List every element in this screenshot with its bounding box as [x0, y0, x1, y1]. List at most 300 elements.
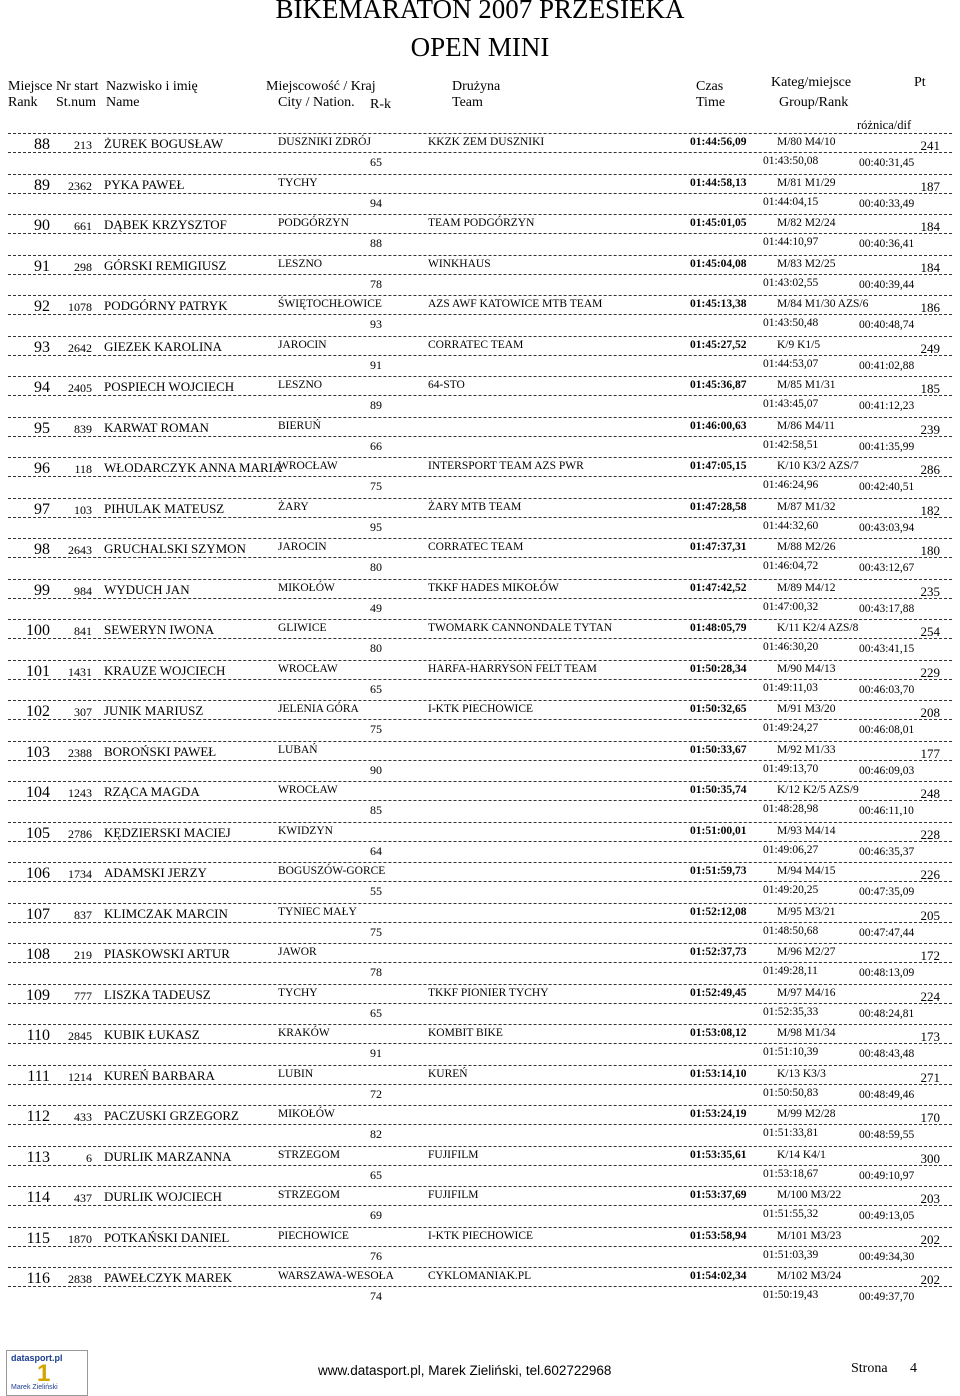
time-diff-cell: 01:44:10,97	[763, 236, 819, 248]
name-cell: PACZUSKI GRZEGORZ	[104, 1108, 239, 1123]
row-divider	[8, 822, 952, 823]
row-divider	[8, 1186, 952, 1187]
start-number-cell: 1078	[68, 300, 92, 314]
time-cell: 01:53:58,94	[690, 1229, 747, 1242]
difference-cell: 00:46:35,37	[859, 845, 915, 858]
name-cell: KUREŃ BARBARA	[104, 1067, 215, 1083]
page-label: Strona	[851, 1361, 888, 1376]
category-cell: M/89 M4/12	[777, 581, 836, 594]
points-cell: 187	[920, 178, 940, 194]
header-miejscowosc: Miejscowość / Kraj	[266, 79, 376, 94]
header-kateg: Kateg/miejsce	[771, 75, 852, 90]
rank-cell: 108	[26, 946, 50, 963]
time-cell: 01:45:27,52	[690, 338, 747, 351]
rank-cell: 103	[26, 743, 50, 761]
name-cell: GÓRSKI REMIGIUSZ	[104, 257, 227, 273]
category-cell: M/82 M2/24	[777, 217, 836, 229]
time-diff-cell: 01:49:24,27	[763, 722, 819, 734]
team-cell: I-KTK PIECHOWICE	[428, 1229, 534, 1242]
row-divider	[8, 1205, 952, 1206]
difference-cell: 00:49:34,30	[859, 1250, 915, 1263]
rk-cell: 55	[370, 884, 382, 898]
points-cell: 184	[920, 219, 940, 234]
points-cell: 224	[920, 988, 940, 1004]
table-row	[0, 1227, 960, 1267]
time-cell: 01:51:59,73	[690, 865, 747, 877]
table-row	[0, 336, 960, 376]
time-diff-cell: 01:49:20,25	[763, 884, 819, 896]
points-cell: 208	[920, 705, 940, 720]
row-divider	[8, 800, 952, 801]
header-st-num: St.num	[56, 95, 97, 110]
difference-cell: 00:41:02,88	[859, 359, 915, 372]
row-divider	[8, 255, 952, 256]
rk-cell: 89	[370, 398, 382, 412]
row-divider	[8, 1286, 952, 1287]
difference-cell: 00:43:17,88	[859, 602, 915, 615]
time-diff-cell: 01:48:28,98	[763, 803, 819, 815]
row-divider	[8, 1124, 952, 1125]
table-row	[0, 417, 960, 457]
points-cell: 202	[920, 1272, 940, 1287]
time-diff-cell: 01:49:28,11	[763, 965, 818, 977]
difference-cell: 00:48:59,55	[859, 1129, 915, 1141]
table-row	[0, 457, 960, 497]
page-number: 4	[910, 1361, 917, 1376]
rk-cell: 75	[370, 924, 382, 939]
points-cell: 226	[920, 867, 940, 882]
rk-cell: 93	[370, 317, 382, 331]
row-divider	[8, 517, 952, 518]
rank-cell: 93	[34, 338, 50, 356]
difference-cell: 00:40:33,49	[859, 197, 915, 210]
rank-cell: 114	[26, 1189, 50, 1206]
row-divider	[8, 922, 952, 923]
category-cell: K/13 K3/3	[777, 1067, 826, 1080]
category-cell: M/85 M1/31	[777, 379, 836, 391]
rank-cell: 109	[26, 986, 50, 1004]
points-cell: 180	[920, 543, 940, 558]
start-number-cell: 2388	[68, 745, 92, 760]
name-cell: PYKA PAWEŁ	[104, 176, 185, 192]
start-number-cell: 2845	[68, 1029, 92, 1043]
start-number-cell: 6	[86, 1150, 92, 1165]
category-cell: M/86 M4/11	[777, 419, 836, 432]
time-cell: 01:53:14,10	[690, 1067, 747, 1080]
team-cell: HARFA-HARRYSON FELT TEAM	[428, 662, 597, 675]
time-cell: 01:47:05,15	[690, 460, 747, 472]
rank-cell: 100	[26, 622, 50, 639]
difference-cell: 00:40:48,74	[859, 319, 915, 331]
team-cell: I-KTK PIECHOWICE	[428, 703, 534, 715]
datasport-logo	[6, 1350, 88, 1396]
category-cell: M/88 M2/26	[777, 541, 836, 553]
difference-cell: 00:48:43,48	[859, 1048, 915, 1060]
city-cell: BIERUŃ	[278, 419, 321, 432]
points-cell: 185	[920, 381, 940, 396]
category-cell: M/96 M2/27	[777, 946, 836, 958]
header-rank: Rank	[8, 95, 38, 110]
logo-brand: datasport.pl	[11, 1353, 63, 1363]
category-cell: M/80 M4/10	[777, 136, 836, 148]
category-cell: M/90 M4/13	[777, 662, 836, 675]
points-cell: 170	[920, 1110, 940, 1125]
difference-cell: 00:49:10,97	[859, 1169, 915, 1182]
start-number-cell: 1243	[68, 786, 92, 800]
difference-cell: 00:48:13,09	[859, 967, 915, 979]
points-cell: 186	[920, 300, 940, 315]
rank-cell: 102	[26, 703, 50, 720]
points-cell: 271	[920, 1069, 940, 1085]
row-divider	[8, 1105, 952, 1106]
table-row	[0, 1146, 960, 1186]
table-row	[0, 619, 960, 659]
city-cell: BOGUSZÓW-GORCE	[278, 865, 386, 877]
rk-cell: 74	[370, 1289, 382, 1303]
points-cell: 172	[920, 948, 940, 963]
team-cell: WINKHAUS	[428, 257, 491, 270]
time-diff-cell: 01:44:53,07	[763, 357, 819, 370]
name-cell: PAWEŁCZYK MAREK	[104, 1270, 233, 1285]
start-number-cell: 2405	[68, 381, 92, 395]
rk-cell: 78	[370, 276, 382, 291]
rk-cell: 80	[370, 641, 382, 655]
city-cell: PIECHOWICE	[278, 1229, 349, 1242]
page-footer	[0, 1350, 960, 1395]
time-diff-cell: 01:51:10,39	[763, 1046, 819, 1058]
row-divider	[8, 1146, 952, 1147]
time-diff-cell: 01:48:50,68	[763, 924, 819, 937]
row-divider	[8, 943, 952, 944]
rk-cell: 66	[370, 438, 382, 453]
table-row	[0, 174, 960, 214]
points-cell: 229	[920, 664, 940, 680]
city-cell: MIKOŁÓW	[278, 1108, 335, 1120]
start-number-cell: 841	[74, 624, 92, 638]
team-cell: TKKF HADES MIKOŁÓW	[428, 581, 559, 594]
header-druzyna: Drużyna	[452, 79, 501, 94]
category-cell: M/83 M2/25	[777, 257, 836, 270]
team-cell: FUJIFILM	[428, 1148, 479, 1161]
rank-cell: 106	[26, 865, 50, 882]
time-diff-cell: 01:43:50,08	[763, 155, 819, 167]
points-cell: 184	[920, 259, 940, 275]
category-cell: M/102 M3/24	[777, 1270, 842, 1282]
difference-cell: 00:46:09,03	[859, 764, 915, 777]
time-cell: 01:47:37,31	[690, 541, 747, 553]
table-row	[0, 660, 960, 700]
time-cell: 01:54:02,34	[690, 1270, 747, 1282]
category-cell: M/101 M3/23	[777, 1229, 842, 1242]
points-cell: 173	[920, 1029, 940, 1044]
start-number-cell: 2838	[68, 1272, 92, 1286]
points-cell: 182	[920, 502, 940, 518]
difference-cell: 00:48:49,46	[859, 1088, 915, 1101]
rank-cell: 95	[34, 419, 50, 437]
rank-cell: 97	[34, 500, 50, 518]
rank-cell: 94	[34, 379, 50, 396]
table-row	[0, 1105, 960, 1145]
city-cell: KWIDZYN	[278, 824, 333, 837]
time-cell: 01:50:32,65	[690, 703, 747, 715]
header-name: Name	[106, 95, 140, 110]
start-number-cell: 837	[74, 907, 92, 922]
difference-cell: 00:40:39,44	[859, 278, 915, 291]
table-row	[0, 295, 960, 335]
name-cell: LISZKA TADEUSZ	[104, 986, 211, 1002]
footer-site: www.datasport.pl, Marek Zieliński, tel.602722968	[318, 1363, 612, 1378]
time-cell: 01:45:13,38	[690, 298, 747, 310]
start-number-cell: 777	[74, 988, 92, 1003]
row-divider	[8, 1024, 952, 1025]
header-city: City / Nation.	[278, 95, 355, 110]
time-cell: 01:53:24,19	[690, 1108, 747, 1120]
rank-cell: 107	[26, 905, 50, 923]
difference-cell: 00:46:08,01	[859, 724, 915, 736]
rk-cell: 95	[370, 519, 382, 534]
rk-cell: 65	[370, 681, 382, 696]
header-czas: Czas	[696, 79, 724, 94]
name-cell: SEWERYN IWONA	[104, 622, 215, 637]
time-diff-cell: 01:43:45,07	[763, 398, 819, 410]
time-diff-cell: 01:51:33,81	[763, 1127, 819, 1139]
row-divider	[8, 760, 952, 761]
city-cell: ŻARY	[278, 500, 309, 513]
row-divider	[8, 741, 952, 742]
category-cell: M/84 M1/30 AZS/6	[777, 298, 869, 310]
start-number-cell: 984	[74, 583, 92, 598]
table-row	[0, 741, 960, 781]
row-divider	[8, 660, 952, 661]
table-row	[0, 943, 960, 983]
city-cell: WARSZAWA-WESOŁA	[278, 1270, 394, 1282]
rk-cell: 82	[370, 1127, 382, 1141]
row-divider	[8, 274, 952, 275]
name-cell: WŁODARCZYK ANNA MARIA	[104, 460, 283, 475]
team-cell: CYKLOMANIAK.PL	[428, 1270, 532, 1282]
time-cell: 01:47:42,52	[690, 581, 747, 594]
name-cell: ŻUREK BOGUSŁAW	[104, 136, 224, 151]
points-cell: 300	[920, 1150, 940, 1166]
table-row	[0, 133, 960, 173]
team-cell: TKKF PIONIER TYCHY	[428, 986, 549, 999]
difference-cell: 00:40:31,45	[859, 157, 915, 169]
difference-cell: 00:43:12,67	[859, 562, 915, 574]
rank-cell: 104	[26, 784, 50, 801]
time-diff-cell: 01:52:35,33	[763, 1005, 819, 1018]
logo-number: 1	[37, 1360, 51, 1387]
time-cell: 01:48:05,79	[690, 622, 747, 634]
category-cell: M/81 M1/29	[777, 176, 836, 189]
rank-cell: 105	[26, 824, 50, 842]
name-cell: JUNIK MARIUSZ	[104, 703, 204, 718]
city-cell: STRZEGOM	[278, 1189, 340, 1201]
category-cell: M/98 M1/34	[777, 1027, 836, 1039]
time-diff-cell: 01:47:00,32	[763, 600, 819, 613]
row-divider	[8, 557, 952, 558]
points-cell: 248	[920, 786, 940, 801]
name-cell: KARWAT ROMAN	[104, 419, 209, 435]
rk-cell: 91	[370, 1046, 382, 1060]
row-divider	[8, 133, 952, 134]
rank-cell: 115	[26, 1229, 50, 1247]
row-divider	[8, 395, 952, 396]
city-cell: LUBAŃ	[278, 743, 318, 756]
name-cell: DURLIK MARZANNA	[104, 1148, 232, 1164]
points-cell: 239	[920, 421, 940, 437]
table-row	[0, 1267, 960, 1307]
table-row	[0, 579, 960, 619]
name-cell: KRAUZE WOJCIECH	[104, 662, 226, 678]
difference-cell: 00:43:03,94	[859, 521, 915, 534]
city-cell: PODGÓRZYN	[278, 217, 349, 229]
row-divider	[8, 841, 952, 842]
row-divider	[8, 1043, 952, 1044]
time-cell: 01:44:58,13	[690, 176, 747, 189]
name-cell: DURLIK WOJCIECH	[104, 1189, 222, 1204]
time-cell: 01:44:56,09	[690, 136, 747, 148]
time-cell: 01:45:04,08	[690, 257, 747, 270]
points-cell: 249	[920, 340, 940, 356]
points-cell: 286	[920, 462, 940, 477]
difference-cell: 00:40:36,41	[859, 238, 915, 250]
rk-cell: 76	[370, 1248, 382, 1263]
city-cell: TYCHY	[278, 176, 318, 189]
points-cell: 254	[920, 624, 940, 639]
time-cell: 01:46:00,63	[690, 419, 747, 432]
header-time: Time	[696, 95, 726, 110]
row-divider	[8, 476, 952, 477]
time-diff-cell: 01:51:55,32	[763, 1208, 819, 1220]
name-cell: PIASKOWSKI ARTUR	[104, 946, 230, 961]
category-cell: M/93 M4/14	[777, 824, 836, 837]
row-divider	[8, 1227, 952, 1228]
time-cell: 01:45:01,05	[690, 217, 747, 229]
time-diff-cell: 01:51:03,39	[763, 1248, 819, 1261]
rk-cell: 49	[370, 600, 382, 615]
table-row	[0, 862, 960, 902]
points-cell: 228	[920, 826, 940, 842]
start-number-cell: 2362	[68, 178, 92, 193]
row-divider	[8, 962, 952, 963]
time-cell: 01:50:28,34	[690, 662, 747, 675]
difference-cell: 00:47:47,44	[859, 926, 915, 939]
difference-cell: 00:49:37,70	[859, 1291, 915, 1303]
category-cell: M/95 M3/21	[777, 905, 836, 918]
table-row	[0, 498, 960, 538]
start-number-cell: 1431	[68, 664, 92, 679]
start-number-cell: 219	[74, 948, 92, 962]
start-number-cell: 1734	[68, 867, 92, 881]
rk-cell: 72	[370, 1086, 382, 1101]
start-number-cell: 1214	[68, 1069, 92, 1084]
header-nr-start: Nr start	[56, 79, 99, 94]
rk-cell: 65	[370, 1167, 382, 1182]
table-row	[0, 255, 960, 295]
start-number-cell: 839	[74, 421, 92, 436]
name-cell: RZĄCA MAGDA	[104, 784, 200, 799]
row-divider	[8, 1003, 952, 1004]
row-divider	[8, 436, 952, 437]
header-roznica: różnica/dif	[857, 118, 912, 132]
table-row	[0, 1024, 960, 1064]
table-row	[0, 214, 960, 254]
time-cell: 01:50:33,67	[690, 743, 747, 756]
time-diff-cell: 01:46:04,72	[763, 560, 819, 572]
team-cell: INTERSPORT TEAM AZS PWR	[428, 460, 584, 472]
name-cell: GRUCHALSKI SZYMON	[104, 541, 246, 556]
row-divider	[8, 1246, 952, 1247]
category-cell: K/14 K4/1	[777, 1148, 826, 1161]
team-cell: AZS AWF KATOWICE MTB TEAM	[428, 298, 603, 310]
time-cell: 01:52:49,45	[690, 986, 747, 999]
row-divider	[8, 598, 952, 599]
row-divider	[8, 579, 952, 580]
start-number-cell: 298	[74, 259, 92, 274]
table-row	[0, 538, 960, 578]
row-divider	[8, 881, 952, 882]
rk-cell: 75	[370, 722, 382, 736]
header-rk: R-k	[370, 97, 391, 112]
time-diff-cell: 01:43:50,48	[763, 317, 819, 329]
category-cell: M/87 M1/32	[777, 500, 836, 513]
name-cell: POTKAŃSKI DANIEL	[104, 1229, 230, 1245]
difference-cell: 00:47:35,09	[859, 886, 915, 898]
name-cell: GIEZEK KAROLINA	[104, 338, 223, 354]
rank-cell: 91	[34, 257, 50, 275]
city-cell: LESZNO	[278, 379, 323, 391]
row-divider	[8, 295, 952, 296]
time-diff-cell: 01:44:04,15	[763, 195, 819, 208]
difference-cell: 00:43:41,15	[859, 643, 915, 655]
team-cell: TEAM PODGÓRZYN	[428, 217, 535, 229]
start-number-cell: 2786	[68, 826, 92, 841]
table-row	[0, 1065, 960, 1105]
table-row	[0, 984, 960, 1024]
row-divider	[8, 862, 952, 863]
time-cell: 01:53:08,12	[690, 1027, 747, 1039]
row-divider	[8, 1065, 952, 1066]
time-cell: 01:50:35,74	[690, 784, 747, 796]
city-cell: WROCŁAW	[278, 460, 338, 472]
row-divider	[8, 174, 952, 175]
start-number-cell: 661	[74, 219, 92, 233]
row-divider	[8, 700, 952, 701]
row-divider	[8, 638, 952, 639]
points-cell: 241	[920, 138, 940, 153]
name-cell: KĘDZIERSKI MACIEJ	[104, 824, 231, 840]
team-cell: FUJIFILM	[428, 1189, 479, 1201]
rk-cell: 91	[370, 357, 382, 372]
city-cell: KRAKÓW	[278, 1027, 330, 1039]
name-cell: PODGÓRNY PATRYK	[104, 298, 228, 313]
city-cell: JAROCIN	[278, 338, 327, 351]
category-cell: M/91 M3/20	[777, 703, 836, 715]
time-diff-cell: 01:50:19,43	[763, 1289, 819, 1301]
city-cell: WROCŁAW	[278, 662, 338, 675]
row-divider	[8, 314, 952, 315]
team-cell: CORRATEC TEAM	[428, 541, 524, 553]
difference-cell: 00:46:11,10	[859, 805, 914, 817]
row-divider	[8, 193, 952, 194]
name-cell: POSPIECH WOJCIECH	[104, 379, 235, 394]
city-cell: JAWOR	[278, 946, 317, 958]
start-number-cell: 1870	[68, 1231, 92, 1246]
name-cell: BOROŃSKI PAWEŁ	[104, 743, 217, 759]
row-divider	[8, 984, 952, 985]
category-cell: K/11 K2/4 AZS/8	[777, 622, 859, 634]
rk-cell: 75	[370, 479, 382, 493]
